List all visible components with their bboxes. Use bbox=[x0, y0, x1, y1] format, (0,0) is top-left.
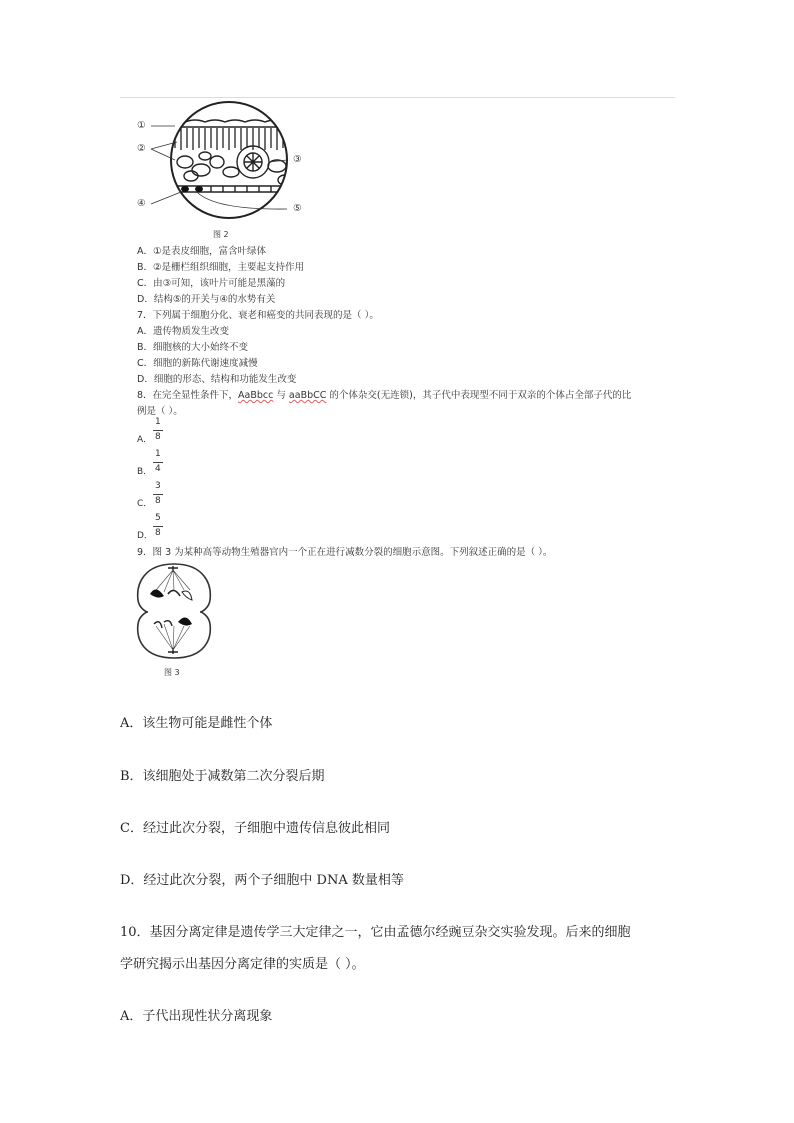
q6-option-a: A．①是表皮细胞，富含叶绿体 bbox=[137, 246, 267, 257]
label-2: ② bbox=[137, 143, 146, 154]
figure-2-leaf-section bbox=[135, 100, 315, 240]
label-5: ⑤ bbox=[293, 203, 302, 214]
q9-option-b: B．该细胞处于减数第二次分裂后期 bbox=[120, 769, 325, 784]
q6-option-d: D．结构⑤的开关与④的水势有关 bbox=[137, 294, 276, 305]
q8-stem-mid: 与 bbox=[273, 390, 289, 401]
q7-option-b: B．细胞核的大小始终不变 bbox=[137, 342, 249, 353]
q9-stem: 9．图 3 为某种高等动物生殖器官内一个正在进行减数分裂的细胞示意图。下列叙述正确的是（ ）。 bbox=[137, 547, 553, 558]
q8-c-label: C． bbox=[137, 499, 153, 509]
q10-option-a: A．子代出现性状分离现象 bbox=[120, 1009, 273, 1024]
q6-option-c: C．由③可知，该叶片可能是黑藻的 bbox=[137, 278, 286, 289]
meiosis-cell-drawing bbox=[134, 560, 214, 666]
q7-option-a: A．遗传物质发生改变 bbox=[137, 326, 229, 337]
q10-stem-line1: 10．基因分离定律是遗传学三大定律之一，它由孟德尔经豌豆杂交实验发现。后来的细胞 bbox=[120, 925, 631, 940]
label-1: ① bbox=[137, 120, 146, 131]
q8-stem-pre: 8．在完全显性条件下， bbox=[137, 390, 239, 401]
q7-option-c: C．细胞的新陈代谢速度减慢 bbox=[137, 358, 258, 369]
q8-b-numerator: 1 bbox=[155, 449, 161, 459]
label-4: ④ bbox=[137, 198, 146, 209]
q8-a-numerator: 1 bbox=[155, 417, 161, 427]
q9-option-c: C．经过此次分裂，子细胞中遗传信息彼此相同 bbox=[120, 821, 390, 836]
fraction-bar bbox=[153, 462, 163, 463]
q8-b-denominator: 4 bbox=[155, 464, 161, 474]
q8-d-numerator: 5 bbox=[155, 513, 161, 523]
fraction-bar bbox=[153, 494, 163, 495]
q6-option-b: B．②是栅栏组织细胞，主要起支持作用 bbox=[137, 262, 305, 273]
fraction-bar bbox=[153, 526, 163, 527]
figure-2-caption: 图 2 bbox=[213, 230, 229, 239]
q8-c-numerator: 3 bbox=[155, 481, 161, 491]
label-3: ③ bbox=[293, 154, 302, 165]
q8-genotype-1: AaBbcc bbox=[238, 390, 274, 401]
q8-stem bbox=[137, 387, 631, 401]
q8-stem-line2: 例是（ ）。 bbox=[137, 406, 183, 417]
q8-d-denominator: 8 bbox=[155, 528, 161, 538]
q9-option-d: D．经过此次分裂，两个子细胞中 DNA 数量相等 bbox=[120, 873, 404, 888]
q8-a-denominator: 8 bbox=[155, 432, 161, 442]
q10-stem-line2: 学研究揭示出基因分离定律的实质是（ ）。 bbox=[120, 957, 365, 972]
leaf-cross-section-drawing bbox=[135, 100, 315, 240]
q8-d-label: D． bbox=[137, 531, 153, 541]
q8-b-label: B． bbox=[137, 467, 153, 477]
q8-genotype-2: aaBbCC bbox=[288, 390, 327, 401]
q9-option-a: A．该生物可能是雌性个体 bbox=[120, 716, 273, 731]
q8-c-denominator: 8 bbox=[155, 496, 161, 506]
q7-stem: 7．下列属于细胞分化、衰老和癌变的共同表现的是（ ）。 bbox=[137, 310, 379, 321]
top-divider bbox=[120, 97, 675, 98]
q8-stem-post: 的个体杂交(无连锁)，其子代中表现型不同于双亲的个体占全部子代的比 bbox=[326, 390, 632, 401]
figure-3-caption: 图 3 bbox=[164, 668, 180, 677]
q8-a-label: A． bbox=[137, 435, 153, 445]
figure-3-cell-division bbox=[134, 560, 214, 666]
fraction-bar bbox=[153, 430, 163, 431]
q7-option-d: D．细胞的形态、结构和功能发生改变 bbox=[137, 374, 297, 385]
